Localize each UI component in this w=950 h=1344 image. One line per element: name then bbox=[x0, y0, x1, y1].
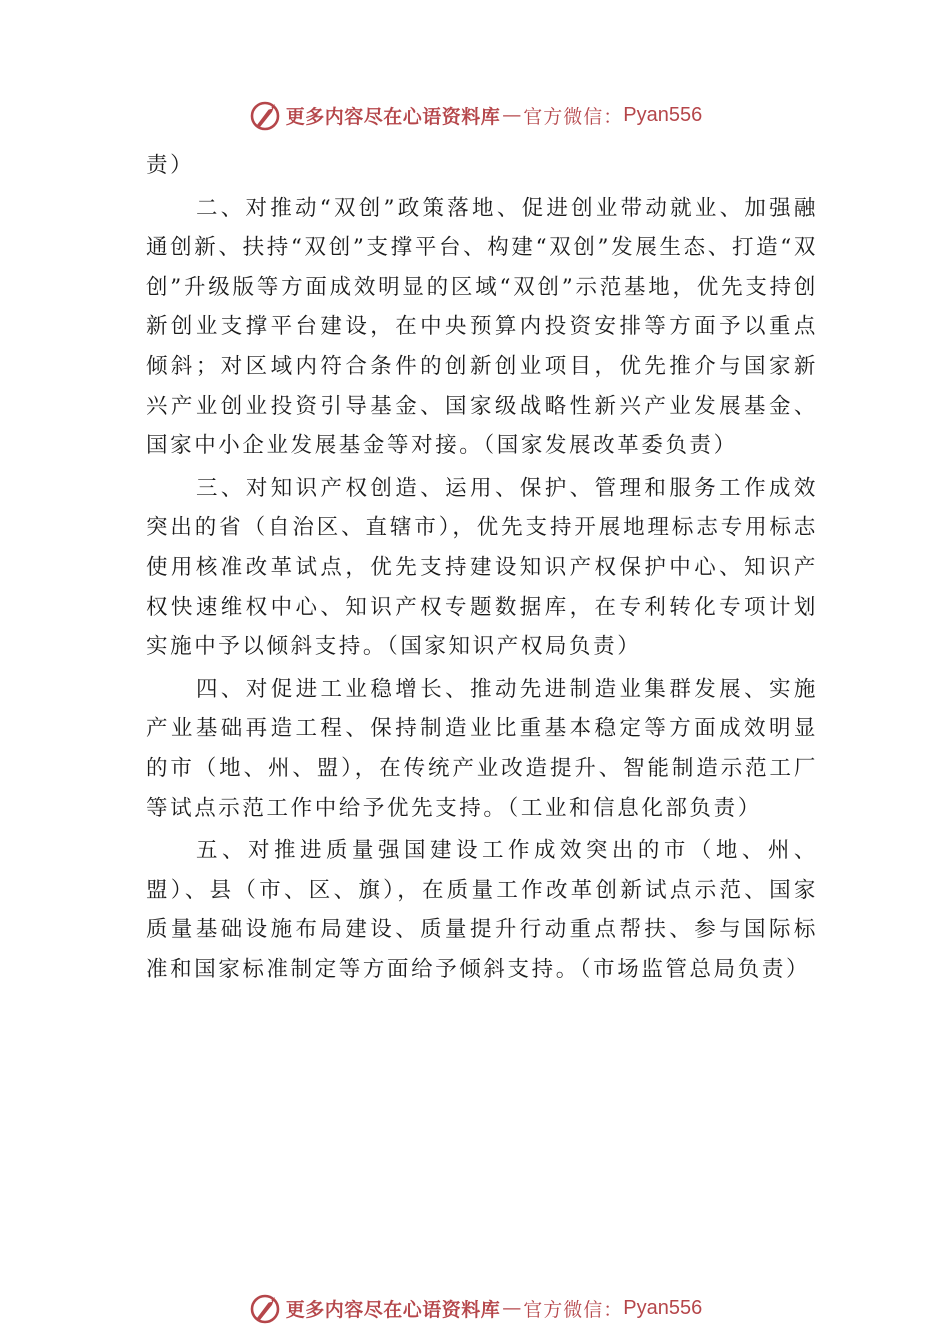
official-wechat-label: 官方微信： bbox=[523, 1298, 624, 1321]
paragraph-item-4: 四、对促进工业稳增长、推动先进制造业集群发展、实施产业基础再造工程、保持制造业比重基本稳定等方面成效明显的市（地、州、盟），在传统产业改造提升、智能制造示范工厂等试点示范工作中给予优先支持。（工业和信息化部负责） bbox=[146, 676, 818, 821]
paragraph-item-5: 五、对推进质量强国建设工作成效突出的市（地、州、盟）、县（市、区、旗），在质量工作改革创新试点示范、国家质量基础设施布局建设、质量提升行动重点帮扶、参与国际标准和国家标准制定等方面给予倾斜支持。（市场监管总局负责） bbox=[146, 838, 818, 982]
wechat-id: Pyan556 bbox=[623, 1296, 703, 1319]
header-banner bbox=[0, 95, 950, 135]
paragraph-item-3: 三、对知识产权创造、运用、保护、管理和服务工作成效突出的省（自治区、直辖市），优先支持开展地理标志专用标志使用核准改革试点，优先支持建设知识产权保护中心、知识产权快速维权中心、知识产权专题数据库，在专利转化专项计划实施中予以倾斜支持。（国家知识产权局负责） bbox=[146, 475, 818, 660]
separator-dash: — bbox=[502, 1297, 522, 1319]
paragraph-continuation: 责） bbox=[146, 153, 195, 178]
site-name: 更多内容尽在心语资料库 bbox=[285, 105, 501, 128]
official-wechat-label: 官方微信： bbox=[523, 105, 624, 128]
footer-banner bbox=[0, 1288, 950, 1328]
wechat-id: Pyan556 bbox=[623, 103, 703, 126]
pen-nib-logo-icon bbox=[248, 1291, 282, 1325]
site-name: 更多内容尽在心语资料库 bbox=[285, 1298, 501, 1321]
paragraph-item-2: 二、对推动“双创”政策落地、促进创业带动就业、加强融通创新、扶持“双创”支撑平台、构建“双创”发展生态、打造“双创”升级版等方面成效明显的区域“双创”示范基地，优先支持创新创业支撑平台建设，在中央预算内投资安排等方面予以重点倾斜；对区域内符合条件的创新创业项目，优先推介与国家新兴产业创业投资引导基金、国家级战略性新兴产业发展基金、国家中小企业发展基金等对接。（国家发展改革委负责） bbox=[146, 195, 818, 459]
document-body bbox=[146, 146, 818, 989]
separator-dash: — bbox=[502, 104, 522, 126]
pen-nib-logo-icon bbox=[248, 98, 282, 132]
